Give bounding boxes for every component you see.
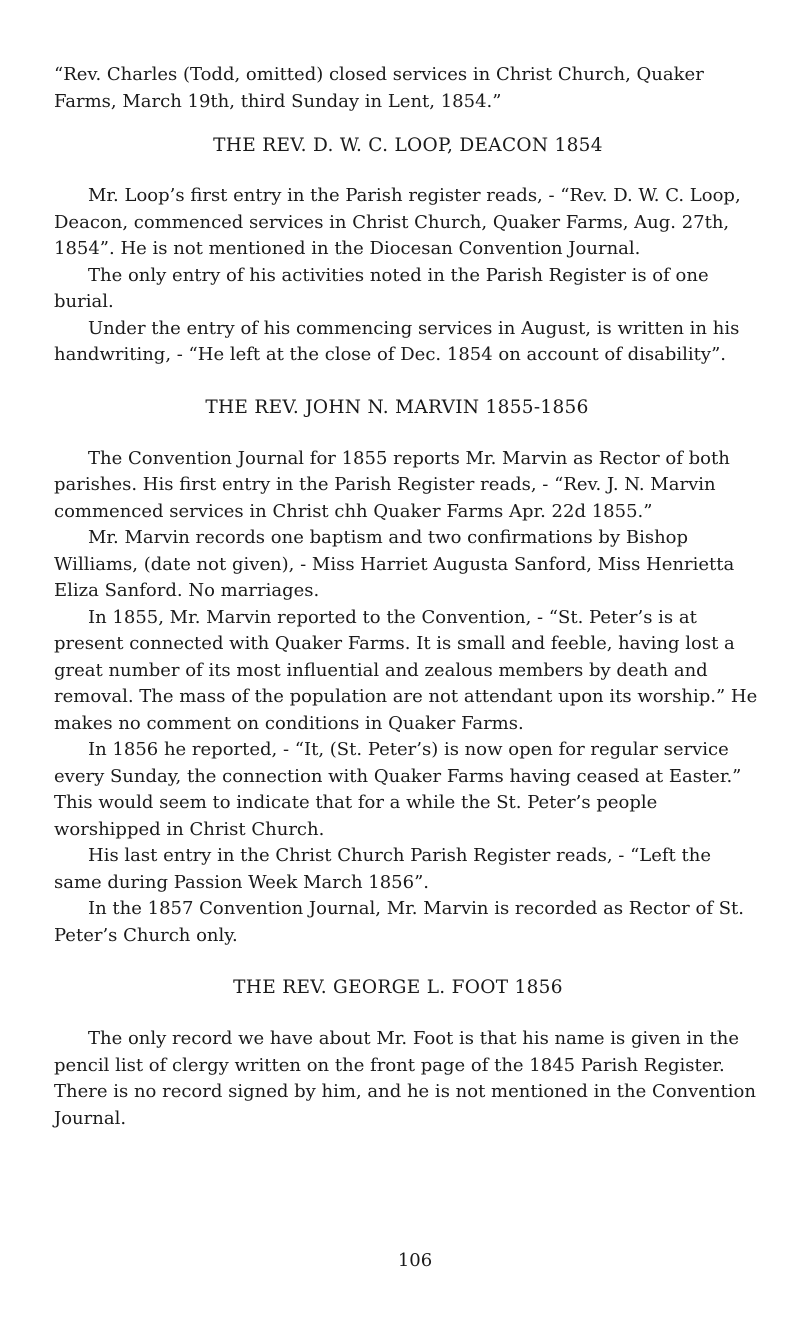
section-heading-foot: THE REV. GEORGE L. FOOT 1856 xyxy=(233,977,563,998)
loop-paragraph-1: Mr. Loop’s first entry in the Parish register reads, - “Rev. D. W. C. Loop, Deacon, commenced services in Christ Church, Quaker Farms, Aug. 27th, 1854”. He is not mentioned in the Diocesan Convention Journal. xyxy=(54,185,741,259)
section-heading-marvin: THE REV. JOHN N. MARVIN 1855-1856 xyxy=(205,396,589,418)
page-number: 106 xyxy=(397,1250,433,1271)
intro-paragraph: “Rev. Charles (Todd, omitted) closed services in Christ Church, Quaker Farms, March 19th, third Sunday in Lent, 1854.” xyxy=(54,64,704,112)
marvin-paragraph-5: His last entry in the Christ Church Parish Register reads, - “Left the same during Passion Week March 1856”. xyxy=(54,845,711,893)
foot-paragraph-1: The only record we have about Mr. Foot is that his name is given in the pencil list of clergy written on the front page of the 1845 Parish Register. There is no record signed by him, and he is not mentioned in the Convention Journal. xyxy=(54,1028,756,1129)
marvin-paragraph-2: Mr. Marvin records one baptism and two confirmations by Bishop Williams, (date not given), - Miss Harriet Augusta Sanford, Miss Henrietta Eliza Sanford. No marriages. xyxy=(54,527,735,601)
marvin-paragraph-1: The Convention Journal for 1855 reports Mr. Marvin as Rector of both parishes. His first entry in the Parish Register reads, - “Rev. J. N. Marvin commenced services in Christ chh Quaker Farms Apr. 22d 1855.” xyxy=(54,447,730,522)
section-heading-loop: THE REV. D. W. C. LOOP, DEACON 1854 xyxy=(213,135,603,156)
marvin-paragraph-6: In the 1857 Convention Journal, Mr. Marvin is recorded as Rector of St. Peter’s Church only. xyxy=(54,898,744,946)
marvin-paragraph-3: In 1855, Mr. Marvin reported to the Convention, - “St. Peter’s is at present connected with Quaker Farms. It is small and feeble, having lost a great number of its most influential and zealous members by death and removal. The mass of the population are not attendant upon its worship.” He makes no comment on conditions in Quaker Farms. xyxy=(54,606,758,734)
loop-paragraph-3: Under the entry of his commencing services in August, is written in his handwriting, - “He left at the close of Dec. 1854 on account of disability”. xyxy=(54,317,740,365)
loop-paragraph-2: The only entry of his activities noted in the Parish Register is of one burial. xyxy=(54,264,709,312)
marvin-paragraph-4: In 1856 he reported, - “It, (St. Peter’s) is now open for regular service every Sunday, the connection with Quaker Farms having ceased at Easter.” This would seem to indicate that for a while the St. Peter’s people worshipped in Christ Church. xyxy=(54,739,742,840)
